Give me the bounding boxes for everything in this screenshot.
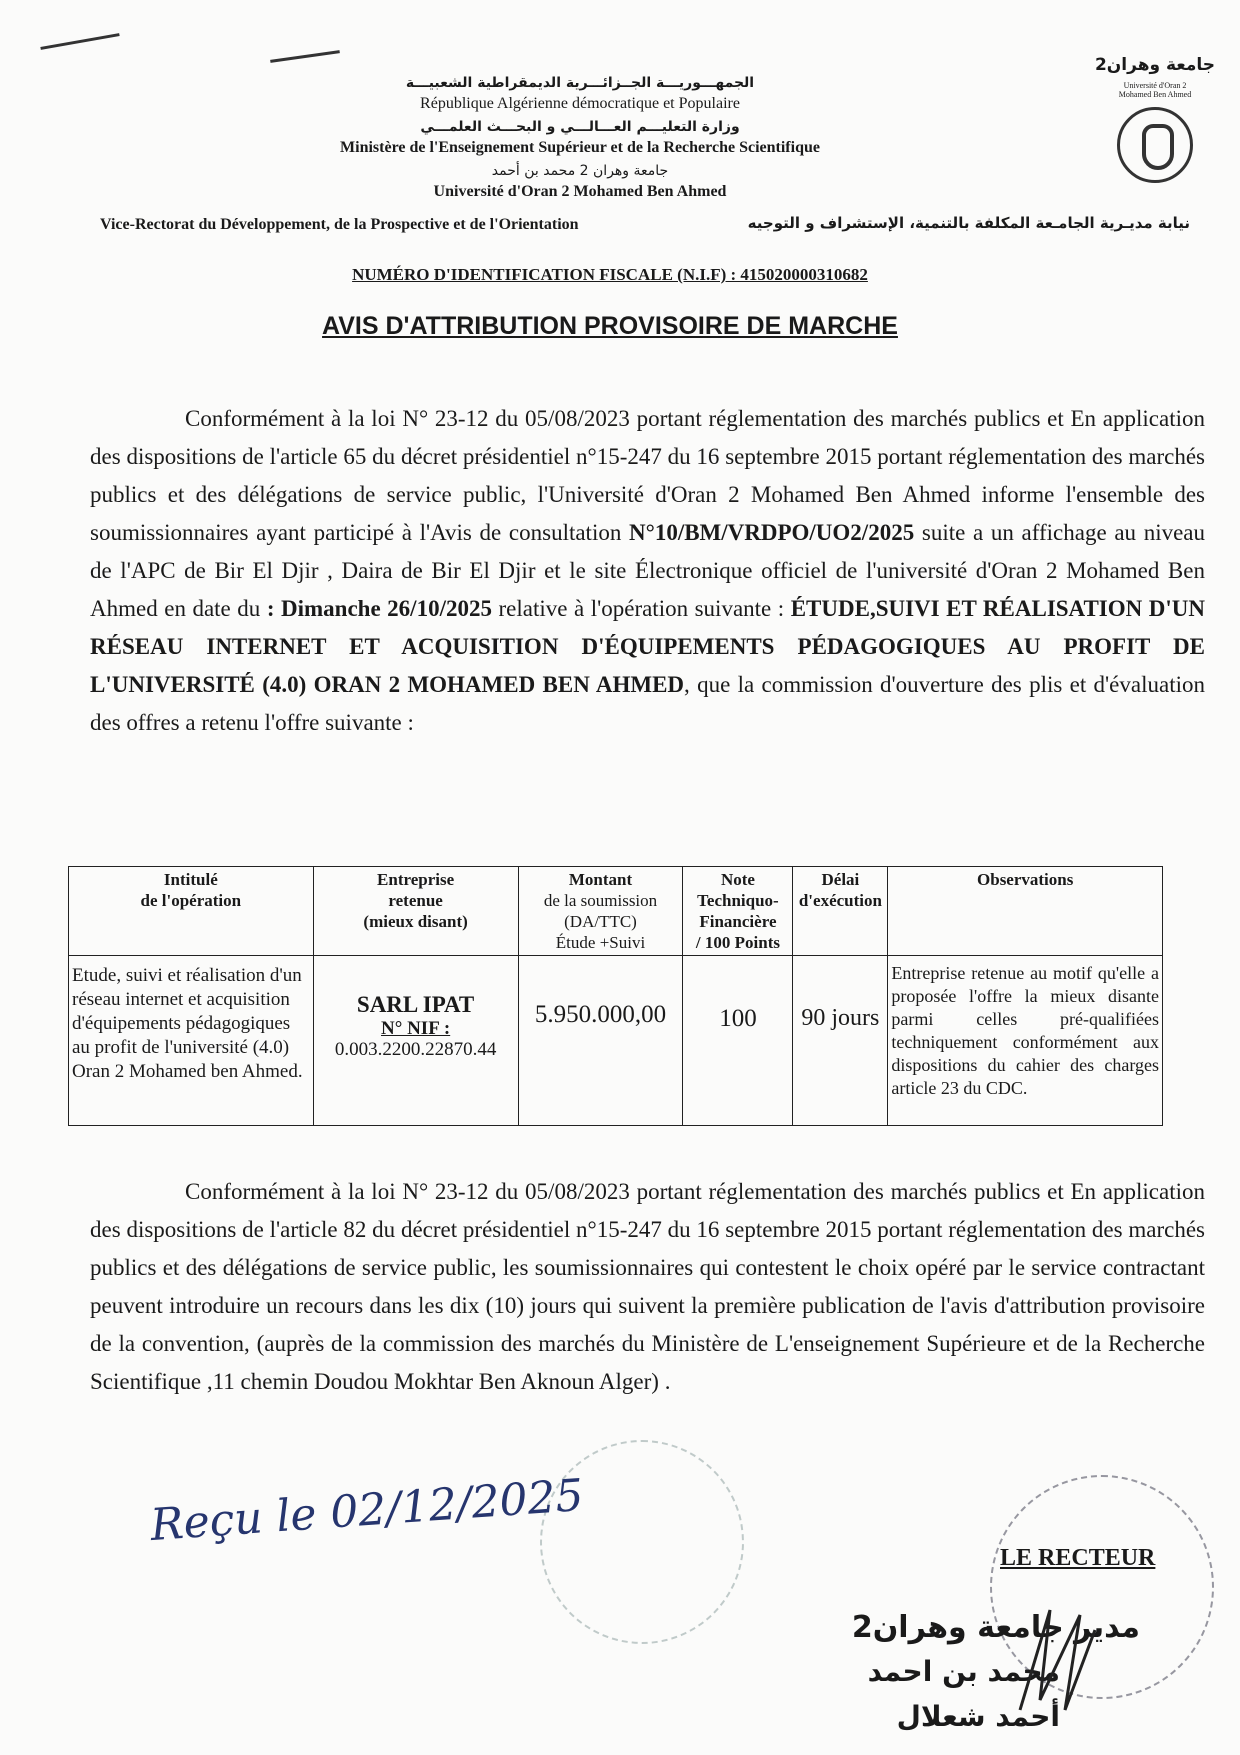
paragraph-appeal [90, 1173, 1205, 1401]
header-fr-republic: République Algérienne démocratique et Populaire [420, 95, 740, 112]
logo-latin-line-1: Université d'Oran 2 [1123, 81, 1187, 90]
header-company: Entreprise retenue (mieux disant) [313, 867, 518, 956]
operation-title: ÉTUDE,SUIVI ET RÉALISATION D'UN RÉSEAU INTERNET ET ACQUISITION D'ÉQUIPEMENTS PÉDAGOGIQUES AU PROFIT DE L'UNIVERSITÉ (4.0) ORAN 2 MOHAMED BEN AHMED [90, 596, 1205, 697]
signature-ar-line-2: محمد بن احمد [867, 1655, 1060, 1688]
table-row [69, 956, 1163, 1126]
handwritten-receipt-note: Reçu le 02/12/2025 [148, 1469, 586, 1552]
cell-delay: 90 jours [793, 956, 888, 1126]
cell-operation: Etude, suivi et réalisation d'un réseau internet et acquisition d'équipements pédagogiques au profit de l'université (4.0) Oran 2 Mohamed ben Ahmed. [69, 956, 314, 1126]
signature-scribble-icon [1010, 1600, 1100, 1720]
cell-observations: Entreprise retenue au motif qu'elle a proposée l'offre la mieux disante parmi celles pré-qualifiées techniquement conformément aux dispositions du cahier des charges article 23 du CDC. [888, 956, 1163, 1126]
consultation-reference: N°10/BM/VRDPO/UO2/2025 [629, 520, 915, 545]
university-logo [1090, 55, 1220, 205]
header-score: Note Techniquo- Financière / 100 Points [683, 867, 793, 956]
header-amount: Montant de la soumission (DA/TTC) Étude +Suivi [518, 867, 683, 956]
logo-arabic-name: جامعة وهران2 [1094, 55, 1216, 75]
para1-text-4: , que la commission d'ouverture des plis et d'évaluation des offres a retenu l'offre suivante : [90, 672, 1205, 735]
header-delay: Délai d'exécution [793, 867, 888, 956]
para1-text-3: relative à l'opération suivante : [491, 596, 791, 621]
cell-company [313, 956, 518, 1126]
cell-score: 100 [683, 956, 793, 1126]
company-name: SARL IPAT [356, 992, 475, 1017]
nif-line: NUMÉRO D'IDENTIFICATION FISCALE (N.I.F) : 415020000310682 [352, 265, 868, 284]
para1-text-1: Conformément à la loi N° 23-12 du 05/08/2023 portant réglementation des marchés publics et En application des dispositions de l'article 65 du décret présidentiel n°15-247 du 16 septembre 2015 portant réglementation des marchés publics et des délégations de service public, l'Université d'Oran 2 Mohamed Ben Ahmed informe l'ensemble des soumissionnaires ayant participé à l'Avis de consultation [90, 406, 1205, 545]
logo-emblem-icon [1117, 107, 1193, 183]
table-header-row [69, 867, 1163, 956]
publication-date: : Dimanche 26/10/2025 [266, 596, 492, 621]
header-fr-university: Université d'Oran 2 Mohamed Ben Ahmed [433, 183, 727, 200]
signature-title: LE RECTEUR [1000, 1545, 1156, 1571]
company-nif-label: N° NIF : [381, 1018, 451, 1039]
cell-amount: 5.950.000,00 [518, 956, 683, 1126]
logo-latin-line-2: Mohamed Ben Ahmed [1118, 90, 1192, 99]
page-title: AVIS D'ATTRIBUTION PROVISOIRE DE MARCHE [322, 312, 898, 340]
para1-text-2: suite a un affichage au niveau de l'APC de Bir El Djir , Daira de Bir El Djir et le site Électronique officiel de l'université d'Oran 2 Mohamed Ben Ahmed en date du [90, 520, 1206, 621]
header-ar-ministry: وزارة التعليـــم العـــالـــي و البحـــث العلمـــي [420, 119, 740, 135]
header-ar-vice-rectorat: نيابة مديـرية الجامـعة المكلفة بالتنمية، الإستشراف و التوجيه [747, 214, 1190, 232]
signature-ar-line-3: أحمد شعلال [896, 1700, 1060, 1733]
scan-mark [270, 50, 340, 63]
header-fr-ministry: Ministère de l'Enseignement Supérieur et de la Recherche Scientifique [340, 139, 820, 156]
signature-ar-line-1: مدير جامعة وهران2 [851, 1610, 1140, 1645]
company-nif: 0.003.2200.22870.44 [334, 1039, 497, 1060]
header-ar-university: جامعة وهران 2 محمد بن أحمد [491, 163, 669, 179]
paragraph-intro [90, 400, 1205, 742]
attribution-table [68, 866, 1163, 1126]
header-observations: Observations [888, 867, 1163, 956]
header-fr-vice-rectorat: Vice-Rectorat du Développement, de la Prospective et de l'Orientation [100, 216, 579, 233]
header-operation: Intitulé de l'opération [69, 867, 314, 956]
para2-text: Conformément à la loi N° 23-12 du 05/08/2023 portant réglementation des marchés publics et En application des dispositions de l'article 82 du décret présidentiel n°15-247 du 16 septembre 2015 portant réglementation des marchés publics et des délégations de service public, les soumissionnaires qui contestent le choix opéré par le service contractant peuvent introduire un recours dans les dix (10) jours qui suivent la première publication de l'avis d'attribution provisoire de la convention, (auprès de la commission des marchés du Ministère de L'enseignement Supérieure et de la Recherche Scientifique ,11 chemin Doudou Mokhtar Ben Aknoun Alger) . [90, 1179, 1205, 1394]
scan-mark [40, 33, 119, 50]
header-ar-republic: الجمهـــوريـــة الجــزائـــرية الديمقراطية الشعبيـــة [405, 75, 755, 91]
